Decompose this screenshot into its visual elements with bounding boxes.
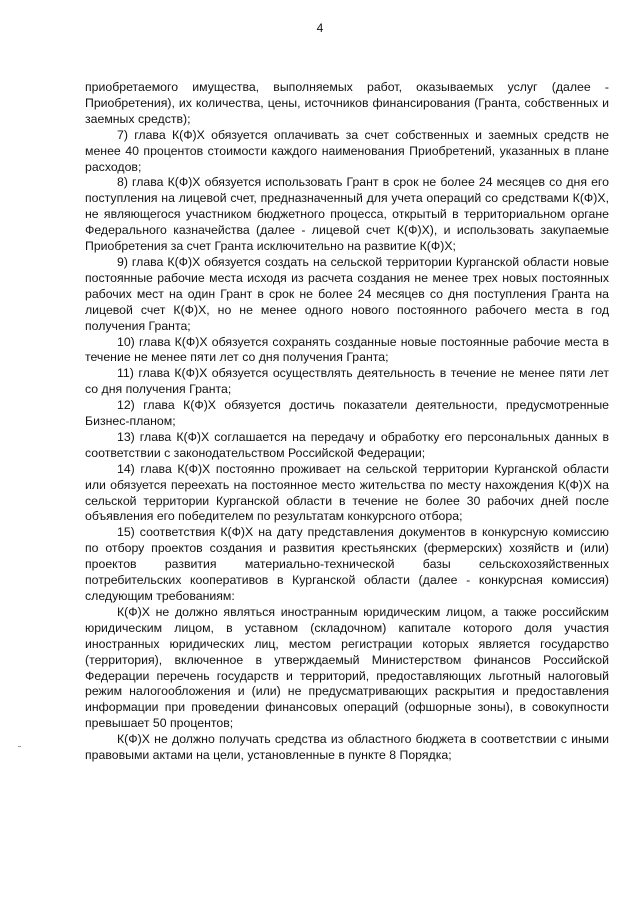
paragraph-item-7: 7) глава К(Ф)Х обязуется оплачивать за счет собственных и заемных средств не менее 40 процентов стоимости каждого наименования Приобретений, указанных в плане расходов; [85, 127, 609, 174]
paragraph-item-8: 8) глава К(Ф)Х обязуется использовать Грант в срок не более 24 месяцев со дня его поступления на лицевой счет, предназначенный для учета операций со средствами К(Ф)Х, не являющегося участником бюджетного процесса, открытый в территориальном органе Федерального казначейства (далее - лицевой счет К(Ф)Х), и использовать закупаемые Приобретения за счет Гранта исключительно на развитие К(Ф)Х; [85, 175, 609, 254]
paragraph-item-13: 13) глава К(Ф)Х соглашается на передачу и обработку его персональных данных в соответствии с законодательством Российской Федерации; [85, 429, 609, 460]
paragraph-item-14: 14) глава К(Ф)Х постоянно проживает на сельской территории Курганской области или обязуется переехать на постоянное место жительства по месту нахождения К(Ф)Х на сельской территории Курганской области в течение не более 30 рабочих дней после объявления его победителем по результатам конкурсного отбора; [85, 461, 609, 524]
paragraph-item-15: 15) соответствия К(Ф)Х на дату представления документов в конкурсную комиссию по отбору проектов создания и развития крестьянских (фермерских) хозяйств и (или) проектов развития материально-технической базы сельскохозяйственных потребительских кооперативов в Курганской области (далее - конкурсная комиссия) следующим требованиям: [85, 525, 609, 603]
paragraph-continuation: приобретаемого имущества, выполняемых работ, оказываемых услуг (далее - Приобретения), их количества, цены, источников финансирования (Гранта, собственных и заемных средств); [85, 80, 609, 126]
paragraph-item-12: 12) глава К(Ф)Х обязуется достичь показатели деятельности, предусмотренные Бизнес-планом; [85, 398, 609, 429]
paragraph-requirement-foreign-entity: К(Ф)Х не должно являться иностранным юридическим лицом, а также российским юридическим лицом, в уставном (складочном) капитале которого доля участия иностранных юридических лиц, местом регистрации которых является государство (территория), включенное в утверждаемый Министерством финансов Российской Федерации перечень государств и территорий, предоставляющих льготный налоговый режим налогообложения и (или) не предусматривающих раскрытия и предоставления информации при проведении финансовых операций (офшорные зоны), в совокупности превышает 50 процентов; [85, 604, 609, 731]
paragraph-item-9: 9) глава К(Ф)Х обязуется создать на сельской территории Курганской области новые постоянные рабочие места исходя из расчета создания не менее трех новых постоянных рабочих мест на один Грант в срок не более 24 месяцев со дня поступления Гранта на лицевой счет К(Ф)Х, но не менее одного нового постоянного рабочего места в год получения Гранта; [85, 254, 609, 333]
page-number: 4 [316, 21, 324, 35]
paragraph-item-10: 10) глава К(Ф)Х обязуется сохранять созданные новые постоянные рабочие места в течение не менее пяти лет со дня получения Гранта; [85, 334, 609, 365]
scan-margin-mark [18, 746, 21, 747]
paragraph-requirement-regional-budget: К(Ф)Х не должно получать средства из областного бюджета в соответствии с иными правовыми актами на цели, установленные в пункте 8 Порядка; [85, 732, 609, 763]
paragraph-item-11: 11) глава К(Ф)Х обязуется осуществлять деятельность в течение не менее пяти лет со дня получения Гранта; [85, 366, 609, 397]
document-body [85, 80, 609, 764]
